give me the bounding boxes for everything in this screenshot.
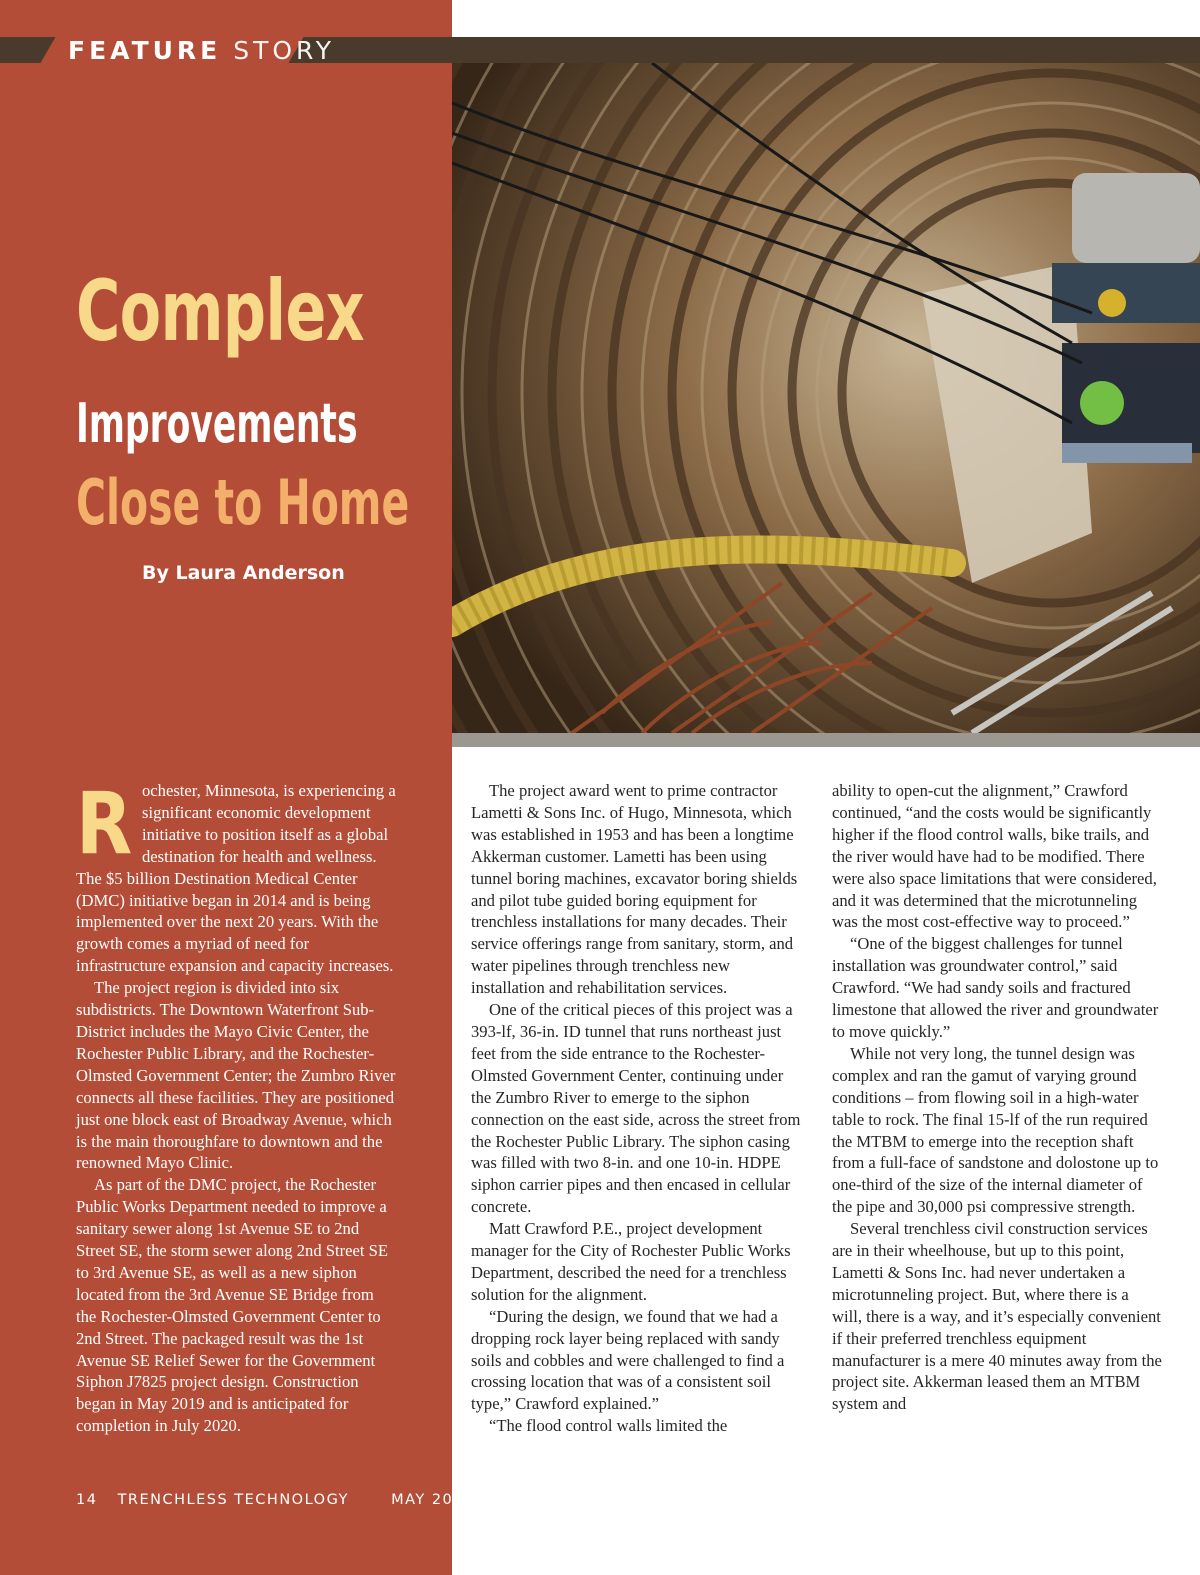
paragraph: “During the design, we found that we had a dropping rock layer being replaced with sandy soils and cobbles and were challenged to find a crossing location that was of a consistent soil type,” Crawford explained.” (471, 1306, 785, 1414)
section-label-bold: FEATURE (68, 36, 222, 65)
article-column-2 (471, 780, 801, 1437)
headline-line-3: Close to Home (76, 466, 410, 539)
paragraph: The project award went to prime contractor Lametti & Sons Inc. of Hugo, Minnesota, which was established in 1953 and has been a longtime Akkerman customer. Lametti has been using tunnel boring machines, excavator boring shields and pilot tube guided boring equipment for trenchless installations for many decades. Their service offerings range from sanitary, storm, and water pipelines through trenchless new installation and rehabilitation services. (471, 781, 798, 998)
tunnel-shaft-photo (452, 63, 1200, 733)
article-column-1 (76, 774, 398, 1437)
headline-line-2: Improvements (76, 392, 358, 455)
paragraph: The project region is divided into six subdistricts. The Downtown Waterfront Sub-District includes the Mayo Civic Center, the Rochester Public Library, and the Rochester-Olmsted Government Center; the Zumbro River connects all these facilities. They are positioned just one block east of Broadway Avenue, which is the main thoroughfare to downtown and the renowned Mayo Clinic. (76, 978, 396, 1173)
page-number: 14 (76, 1492, 98, 1508)
paragraph: “One of the biggest challenges for tunnel installation was groundwater control,” said Crawford. “We had sandy soils and fractured limestone that allowed the river and groundwater to move quickly.” (832, 934, 1159, 1041)
tunnel-photo-illustration (452, 63, 1200, 733)
headline-line-1: Complex (76, 262, 364, 360)
byline: By Laura Anderson (142, 562, 345, 584)
photo-bottom-rule (452, 733, 1200, 747)
magazine-name: TRENCHLESS TECHNOLOGY (117, 1492, 349, 1508)
drop-cap: R (76, 774, 133, 874)
paragraph: “The flood control walls limited the (489, 1416, 728, 1436)
section-label-light: STORY (233, 36, 336, 65)
paragraph (76, 774, 398, 977)
article-column-3 (832, 780, 1162, 1415)
paragraph: As part of the DMC project, the Rochester Public Works Department needed to improve a sanitary sewer along 1st Avenue SE to 2nd Street SE, the storm sewer along 2nd Street SE to 3rd Avenue SE, as well as a new siphon located from the 3rd Avenue SE Bridge from the Rochester-Olmsted Government Center to 2nd Street. The packaged result was the 1st Avenue SE Relief Sewer for the Government Siphon J7825 project design. Construction began in May 2019 and is anticipated for completion in July 2020. (76, 1175, 388, 1436)
paragraph: ability to open-cut the alignment,” Crawford continued, “and the costs would be significantly higher if the flood control walls, bike trails, and the river would have had to be modified. There were also space limitations that were considered, and it was determined that the microtunneling was the most cost-effective way to proceed.” (832, 781, 1157, 932)
paragraph: Several trenchless civil construction services are in their wheelhouse, but up to this point, Lametti & Sons Inc. had never undertaken a microtunneling project. But, where there is a will, there is a way, and it’s especially convenient if their preferred trenchless equipment manufacturer is a mere 40 minutes away from the project site. Akkerman leased them an MTBM system and (832, 1219, 1162, 1414)
issue-date: MAY 2020 (391, 1492, 475, 1508)
paragraph: While not very long, the tunnel design was complex and ran the gamut of varying ground conditions – from flowing soil in a high-water table to rock. The final 15-lf of the run required the MTBM to emerge into the reception shaft from a full-face of sandstone and dolostone up to one-third of the size of the internal diameter of the pipe and 30,000 psi compressive strength. (832, 1043, 1159, 1217)
paragraph: Matt Crawford P.E., project development manager for the City of Rochester Public Works Department, described the need for a trenchless solution for the alignment. (471, 1219, 791, 1304)
paragraph: One of the critical pieces of this project was a 393-lf, 36-in. ID tunnel that runs northeast just feet from the side entrance to the Rochester-Olmsted Government Center, continuing under the Zumbro River to emerge to the siphon connection on the east side, across the street from the Rochester Public Library. The siphon casing was filled with two 8-in. and one 10-in. HDPE siphon carrier pipes and then encased in cellular concrete. (471, 1000, 801, 1217)
page-footer (76, 1492, 475, 1508)
paragraph-text: ochester, Minnesota, is experiencing a significant economic development initiative to position itself as a global destination for health and wellness. The $5 billion Destination Medical Center (DMC) initiative began in 2014 and is being implemented over the next 20 years. With the growth comes a myriad of need for infrastructure expansion and capacity increases. (76, 781, 396, 976)
section-label (68, 34, 335, 68)
